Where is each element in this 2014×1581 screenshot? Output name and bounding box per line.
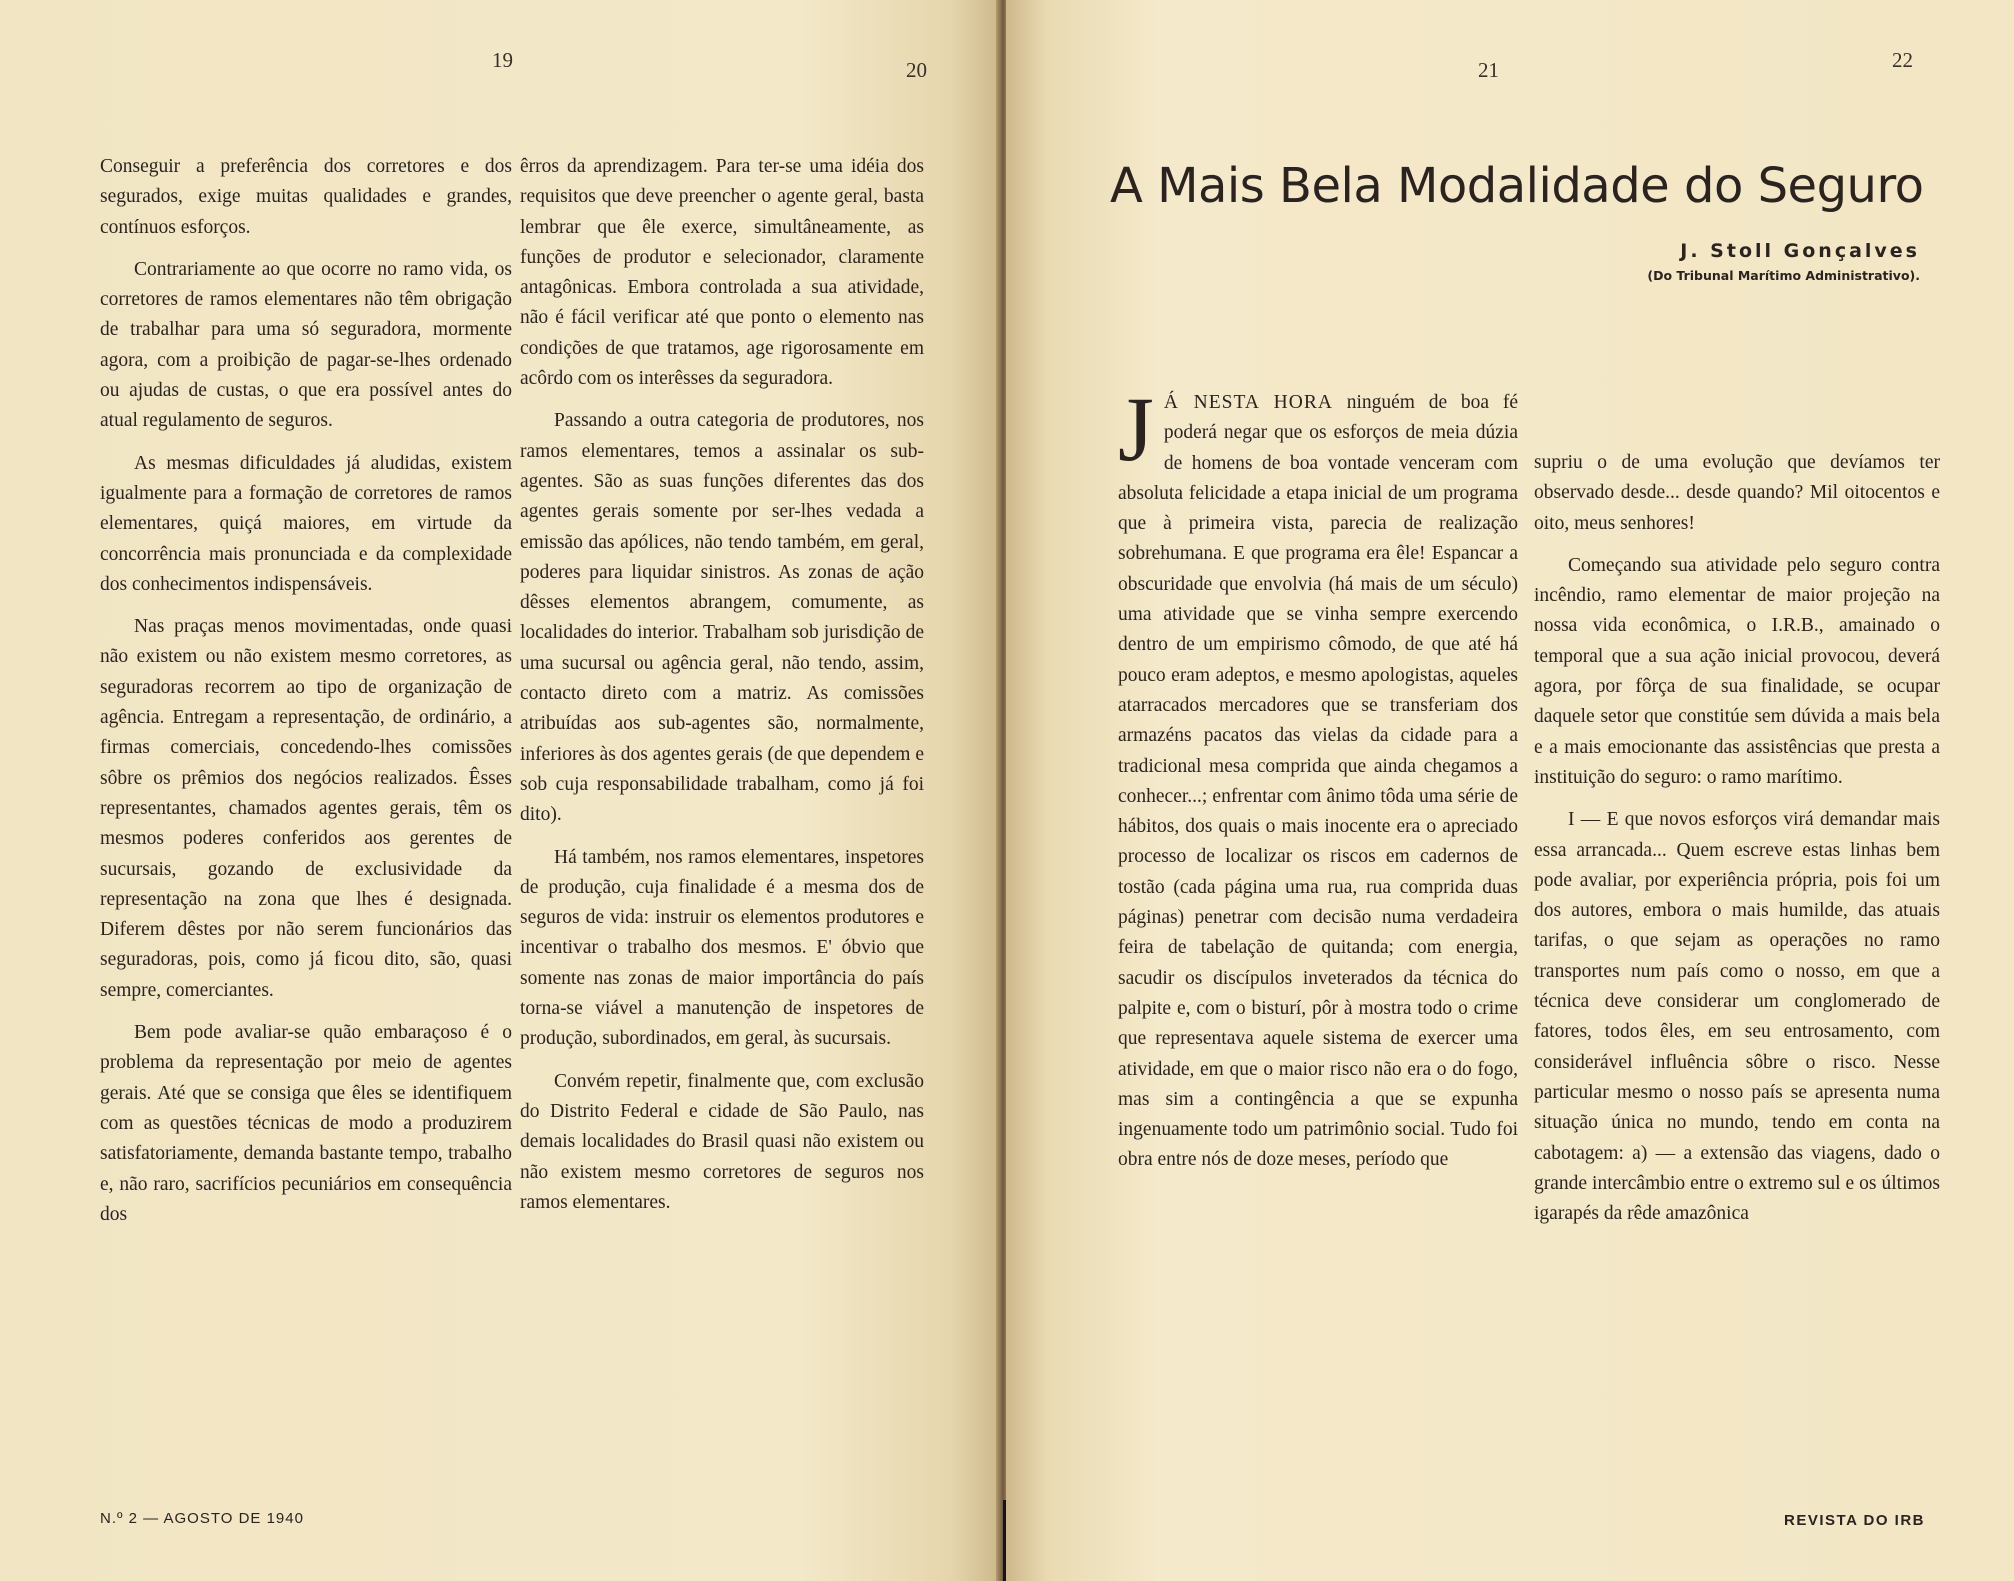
- lead-in: Á NESTA HORA: [1163, 392, 1333, 413]
- opening-paragraph: [1118, 378, 1519, 1176]
- paragraph-text: ninguém de boa fé poderá negar que os esforços de meia dúzia de homens de boa vontade venceram com absoluta felicidade a etapa inicial de um programa que à primeira vista, parecia de realização sobrehumana. E que programa era êle! Espancar a obscuridade que envolvia (há mais de um século) uma atividade que se vinha sempre exercendo dentro de um empirismo cômodo, de que até há pouco eram adeptos, e mesmo apologistas, aqueles atarracados mercadores que se transferiam dos armazéns pacatos das vielas da cidade para a tradicional mesa comprida que ainda chegamos a conhecer...; enfrentar com ânimo tôda uma série de hábitos, dos quais o mais inocente era o apreciado processo de localizar os riscos em cadernos de tostão (cada página uma rua, rua comprida duas páginas) penetrar com decisão numa verdadeira feira de tabelação de quitanda; com energia, sacudir os discípulos inveterados da técnica do palpite e, com o bisturí, pôr à mostra todo o crime que representava aquele sistema de exercer uma atividade, em que o maior risco não era o do fogo, mas sim a contingência a que se expunha ingenuamente todo um patrimônio social. Tudo foi obra entre nós de doze meses, período que: [1118, 392, 1519, 1171]
- paragraph: êrros da aprendizagem. Para ter-se uma idéia dos requisitos que deve preencher o agente geral, basta lembrar que êle exerce, simultâneamente, as funções de produtor e selecionador, claramente antagônicas. Embora controlada a sua atividade, não é fácil verificar até que ponto o elemento nas condições de que tratamos, age rigorosamente em acôrdo com os interêsses da seguradora.: [520, 156, 924, 390]
- column-page-22: [1534, 448, 1940, 1229]
- article-title: A Mais Bela Modalidade do Seguro: [1110, 158, 1924, 214]
- paragraph: As mesmas dificuldades já aludidas, existem igualmente para a formação de corretores de ramos elementares, quiçá maiores, em virtude da concorrência mais pronunciada e da complexidade dos conhecimentos indispensáveis.: [100, 452, 512, 595]
- page-number-20: 20: [906, 58, 927, 82]
- paragraph: Nas praças menos movimentadas, onde quasi não existem ou não existem mesmo corretores, as seguradoras recorrem ao tipo de organização de agência. Entregam a representação, de ordinário, a firmas comerciais, concedendo-lhes comissões sôbre os prêmios dos negócios realizados. Êsses representantes, chamados agentes gerais, têm os mesmos poderes conferidos aos gerentes de sucursais, gozando de exclusividade da representação na zona que lhes é designada. Diferem dêstes por não serem funcionários das seguradoras, pois, como já ficou dito, são, quasi sempre, comerciantes.: [100, 616, 512, 1001]
- paragraph: Bem pode avaliar-se quão embaraçoso é o problema da representação por meio de agentes gerais. Até que se consiga que êles se identifiquem com as questões técnicas de modo a produzirem satisfatoriamente, demanda bastante tempo, trabalho e, não raro, sacrifícios pecuniários em consequência dos: [100, 1022, 512, 1225]
- paragraph: Há também, nos ramos elementares, inspetores de produção, cuja finalidade é a mesma dos de seguros de vida: instruir os elementos produtores e incentivar o trabalho dos mesmos. E' óbvio que somente nas zonas de maior importância do país torna-se viável a manutenção de inspetores de produção, subordinados, em geral, às sucursais.: [520, 846, 924, 1050]
- article-byline: [1647, 240, 1920, 283]
- column-page-20: [520, 152, 924, 1218]
- footer-issue: N.º 2 — AGOSTO DE 1940: [100, 1510, 304, 1527]
- author-name: J. Stoll Gonçalves: [1680, 240, 1920, 262]
- paragraph: Contrariamente ao que ocorre no ramo vida, os corretores de ramos elementares não têm obrigação de trabalhar para uma só seguradora, mormente agora, com a proibição de pagar-se-lhes ordenado ou ajudas de custas, o que era possível antes do atual regulamento de seguros.: [100, 258, 512, 432]
- footer-magazine: REVISTA DO IRB: [1784, 1512, 1926, 1529]
- paragraph: I — E que novos esforços virá demandar mais essa arrancada... Quem escreve estas linhas bem pode avaliar, por experiência própria, pois foi um dos autores, embora o mais humilde, das atuais tarifas, o que sejam as operações no ramo transportes num país como o nosso, em que a técnica deve considerar um conglomerado de fatores, todos êles, em seu entrosamento, com considerável influência sôbre o risco. Nesse particular mesmo o nosso país se apresenta numa situação única no mundo, tendo em conta na cabotagem: a) — a extensão das viagens, dado o grande intercâmbio entre o extremo sul e os últimos igarapés da rêde amazônica: [1534, 809, 1940, 1225]
- page-number-22: 22: [1892, 48, 1913, 72]
- paragraph: supriu o de uma evolução que devíamos ter observado desde... desde quando? Mil oitocentos e oito, meus senhores!: [1534, 452, 1940, 534]
- column-page-19: [100, 152, 512, 1230]
- paragraph: Passando a outra categoria de produtores, nos ramos elementares, temos a assinalar os sub-agentes. São as suas funções diferentes das dos agentes gerais somente por ser-lhes vedada a emissão das apólices, não tendo também, em geral, poderes para liquidar sinistros. As zonas de ação dêsses elementos abrangem, comumente, as localidades do interior. Trabalham sob jurisdição de uma sucursal ou agência geral, não tendo, assim, contacto direto com a matriz. As comissões atribuídas aos sub-agentes são, normalmente, inferiores às dos agentes gerais (de que dependem e sob cuja responsabilidade trabalham, como já foi dito).: [520, 410, 924, 826]
- drop-cap: J: [1118, 378, 1154, 480]
- paragraph: Conseguir a preferência dos corretores e dos segurados, exige muitas qualidades e grandes, contínuos esforços.: [100, 156, 512, 238]
- paragraph: Começando sua atividade pelo seguro contra incêndio, ramo elementar de maior projeção na nossa vida econômica, o I.R.B., amainado o temporal que a sua ação inicial provocou, deverá agora, por fôrça de sua finalidade, se ocupar daquele setor que constitúe sem dúvida a mais bela e a mais emocionante das assistências que presta a instituição do seguro: o ramo marítimo.: [1534, 554, 1940, 788]
- paragraph: Convém repetir, finalmente que, com exclusão do Distrito Federal e cidade de São Paulo, nas demais localidades do Brasil quasi não existem ou não existem mesmo corretores de seguros nos ramos elementares.: [520, 1070, 924, 1213]
- author-affiliation: (Do Tribunal Marítimo Administrativo).: [1647, 268, 1920, 283]
- column-page-21: [1118, 378, 1519, 1176]
- page-number-19: 19: [492, 48, 513, 72]
- page-number-21: 21: [1478, 58, 1499, 82]
- left-page: [0, 0, 1000, 1581]
